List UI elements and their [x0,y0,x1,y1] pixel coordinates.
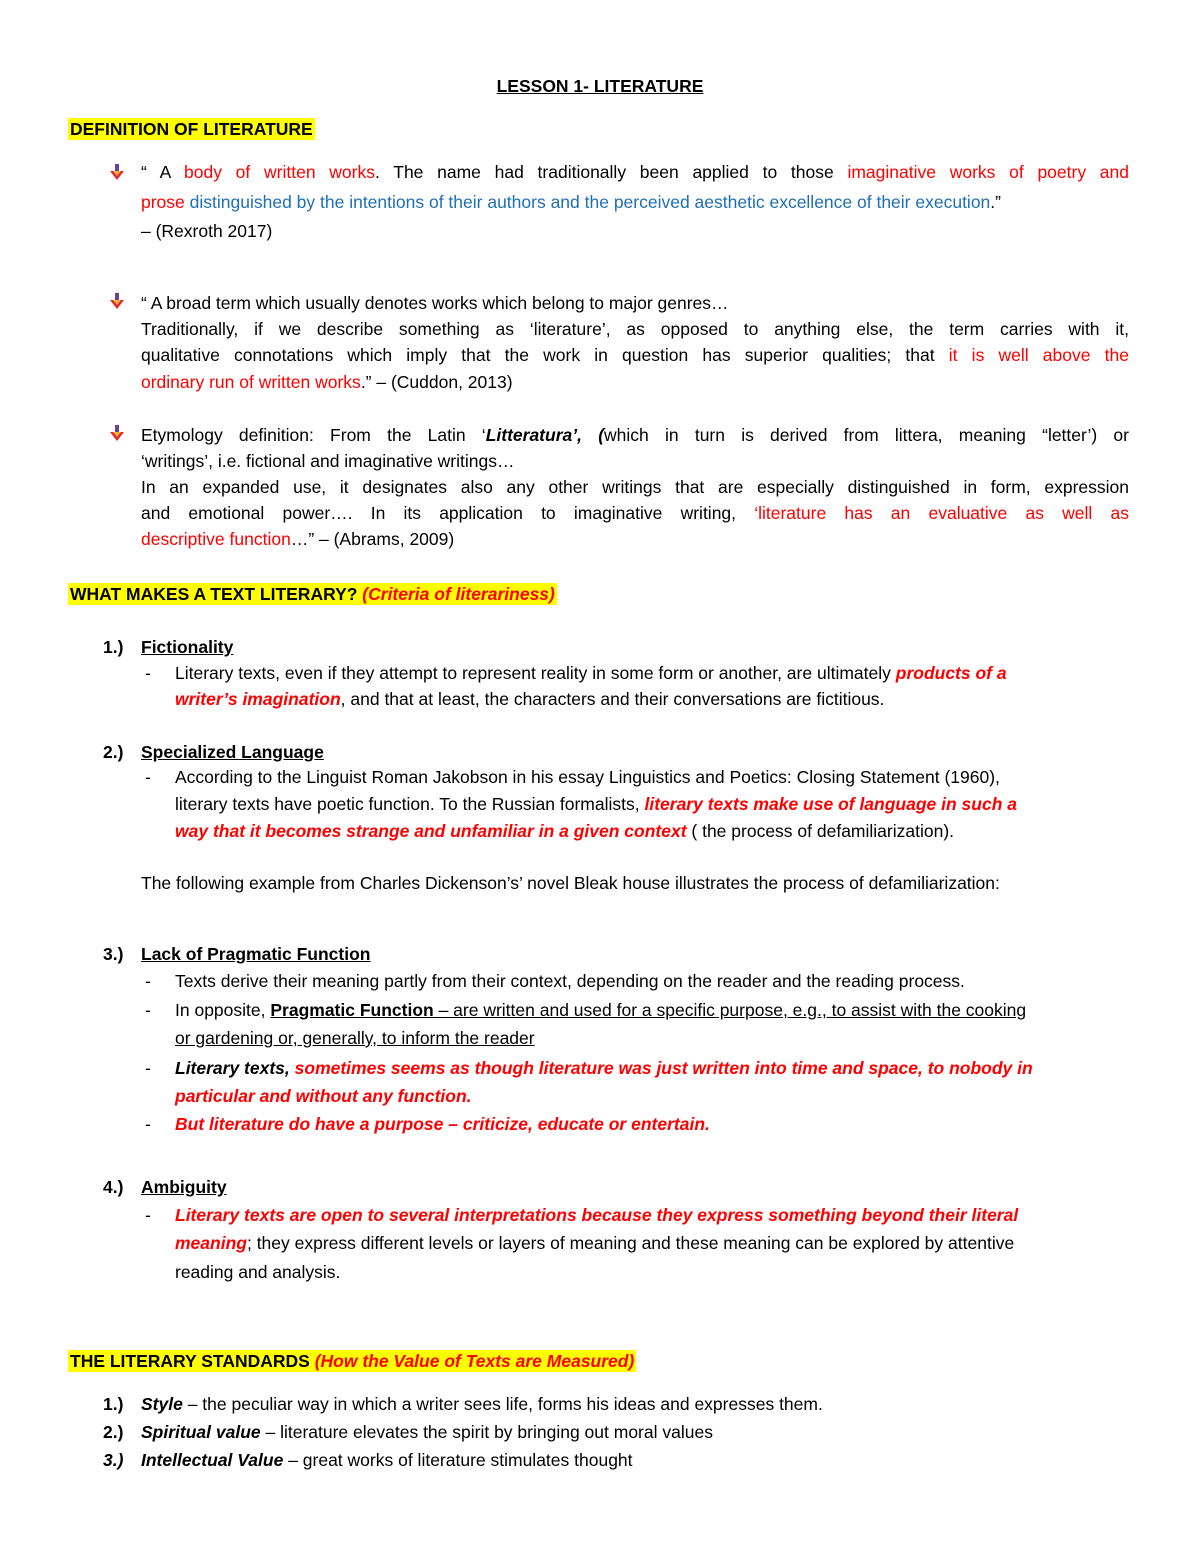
criterion-4-line-3: reading and analysis. [175,1262,341,1282]
standard-3: Intellectual Value – great works of literature stimulates thought [141,1450,633,1470]
definition-bullet-3-line-4: and emotional power…. In its application to imaginative writing, ‘literature has an evaluative as well as [141,503,1129,523]
arrow-down-bullet-icon [109,293,125,311]
standard-2: Spiritual value – literature elevates the spirit by bringing out moral values [141,1422,713,1442]
arrow-down-bullet-icon [109,425,125,443]
definition-bullet-3-line-1: Etymology definition: From the Latin ‘Litteratura’, (which in turn is derived from littera, meaning “letter’) or [141,425,1129,445]
definition-bullet-1-citation: – (Rexroth 2017) [141,221,273,241]
criterion-4-line-1: Literary texts are open to several interpretations because they express something beyond their literal [175,1205,1019,1225]
definition-bullet-2-line-1: “ A broad term which usually denotes works which belong to major genres… [141,293,729,313]
criterion-3-line-2: In opposite, Pragmatic Function – are written and used for a specific purpose, e.g., to assist with the cooking [175,1000,1027,1020]
criterion-4-dash: - [145,1205,151,1225]
criterion-3-dash-3: - [145,1058,151,1078]
criterion-1-line-1: Literary texts, even if they attempt to represent reality in some form or another, are ultimately products of a [175,663,1007,683]
criterion-4-number: 4.) [103,1177,124,1197]
criterion-2-example: The following example from Charles Dickenson’s’ novel Bleak house illustrates the process of defamiliarization: [141,873,1000,893]
definition-bullet-3-line-5: descriptive function…” – (Abrams, 2009) [141,529,455,549]
standard-1-number: 1.) [103,1394,124,1414]
criterion-2-name: Specialized Language [141,742,324,762]
definition-bullet-2-line-4: ordinary run of written works.” – (Cuddon, 2013) [141,372,513,392]
definition-bullet-1-line-1: “ A body of written works. The name had traditionally been applied to those imaginative works of poetry and [141,162,1130,182]
criterion-2-line-1: According to the Linguist Roman Jakobson in his essay Linguistics and Poetics: Closing Statement (1960), [175,767,1000,787]
criterion-1-dash: - [145,663,151,683]
criteria-heading: WHAT MAKES A TEXT LITERARY? (Criteria of literariness) [70,584,555,604]
criterion-3-dash: - [145,971,151,991]
arrow-down-bullet-icon [109,164,125,182]
criterion-3-dash-2: - [145,1000,151,1020]
criterion-3-dash-4: - [145,1114,151,1134]
criterion-3-line-6: But literature do have a purpose – criticize, educate or entertain. [175,1114,710,1134]
criterion-1-line-2: writer’s imagination, and that at least, the characters and their conversations are fictitious. [175,689,885,709]
criterion-1-number: 1.) [103,637,124,657]
definition-heading: DEFINITION OF LITERATURE [70,119,313,139]
standard-2-number: 2.) [103,1422,124,1442]
criterion-3-number: 3.) [103,944,124,964]
criterion-4-name: Ambiguity [141,1177,227,1197]
definition-bullet-2-line-2: Traditionally, if we describe something as ‘literature’, as opposed to anything else, the term carries with it, [141,319,1129,339]
definition-bullet-2-line-3: qualitative connotations which imply that the work in question has superior qualities; that it is well above the [141,345,1129,365]
criterion-2-line-3: way that it becomes strange and unfamiliar in a given context ( the process of defamiliarization). [175,821,955,841]
criterion-3-line-4: Literary texts, sometimes seems as though literature was just written into time and space, to nobody in [175,1058,1033,1078]
standards-heading: THE LITERARY STANDARDS (How the Value of Texts are Measured) [70,1351,635,1371]
criterion-4-line-2: meaning; they express different levels or layers of meaning and these meaning can be explored by attentive [175,1233,1015,1253]
standard-1: Style – the peculiar way in which a writer sees life, forms his ideas and expresses them. [141,1394,823,1414]
criterion-3-line-1: Texts derive their meaning partly from their context, depending on the reader and the reading process. [175,971,965,991]
page-title: LESSON 1- LITERATURE [496,76,704,96]
criterion-3-line-5: particular and without any function. [175,1086,472,1106]
criterion-2-dash: - [145,767,151,787]
criterion-1-name: Fictionality [141,637,234,657]
criterion-2-line-2: literary texts have poetic function. To the Russian formalists, literary texts make use of language in such a [175,794,1017,814]
criterion-3-name: Lack of Pragmatic Function [141,944,371,964]
definition-bullet-1-line-2: prose distinguished by the intentions of their authors and the perceived aesthetic excellence of their execution.” [141,192,1001,212]
standard-3-number: 3.) [103,1450,124,1470]
criterion-3-line-3: or gardening or, generally, to inform the reader [175,1028,535,1048]
definition-bullet-3-line-2: ‘writings’, i.e. fictional and imaginative writings… [141,451,515,471]
definition-bullet-3-line-3: In an expanded use, it designates also any other writings that are especially distinguished in form, expression [141,477,1129,497]
criterion-2-number: 2.) [103,742,124,762]
